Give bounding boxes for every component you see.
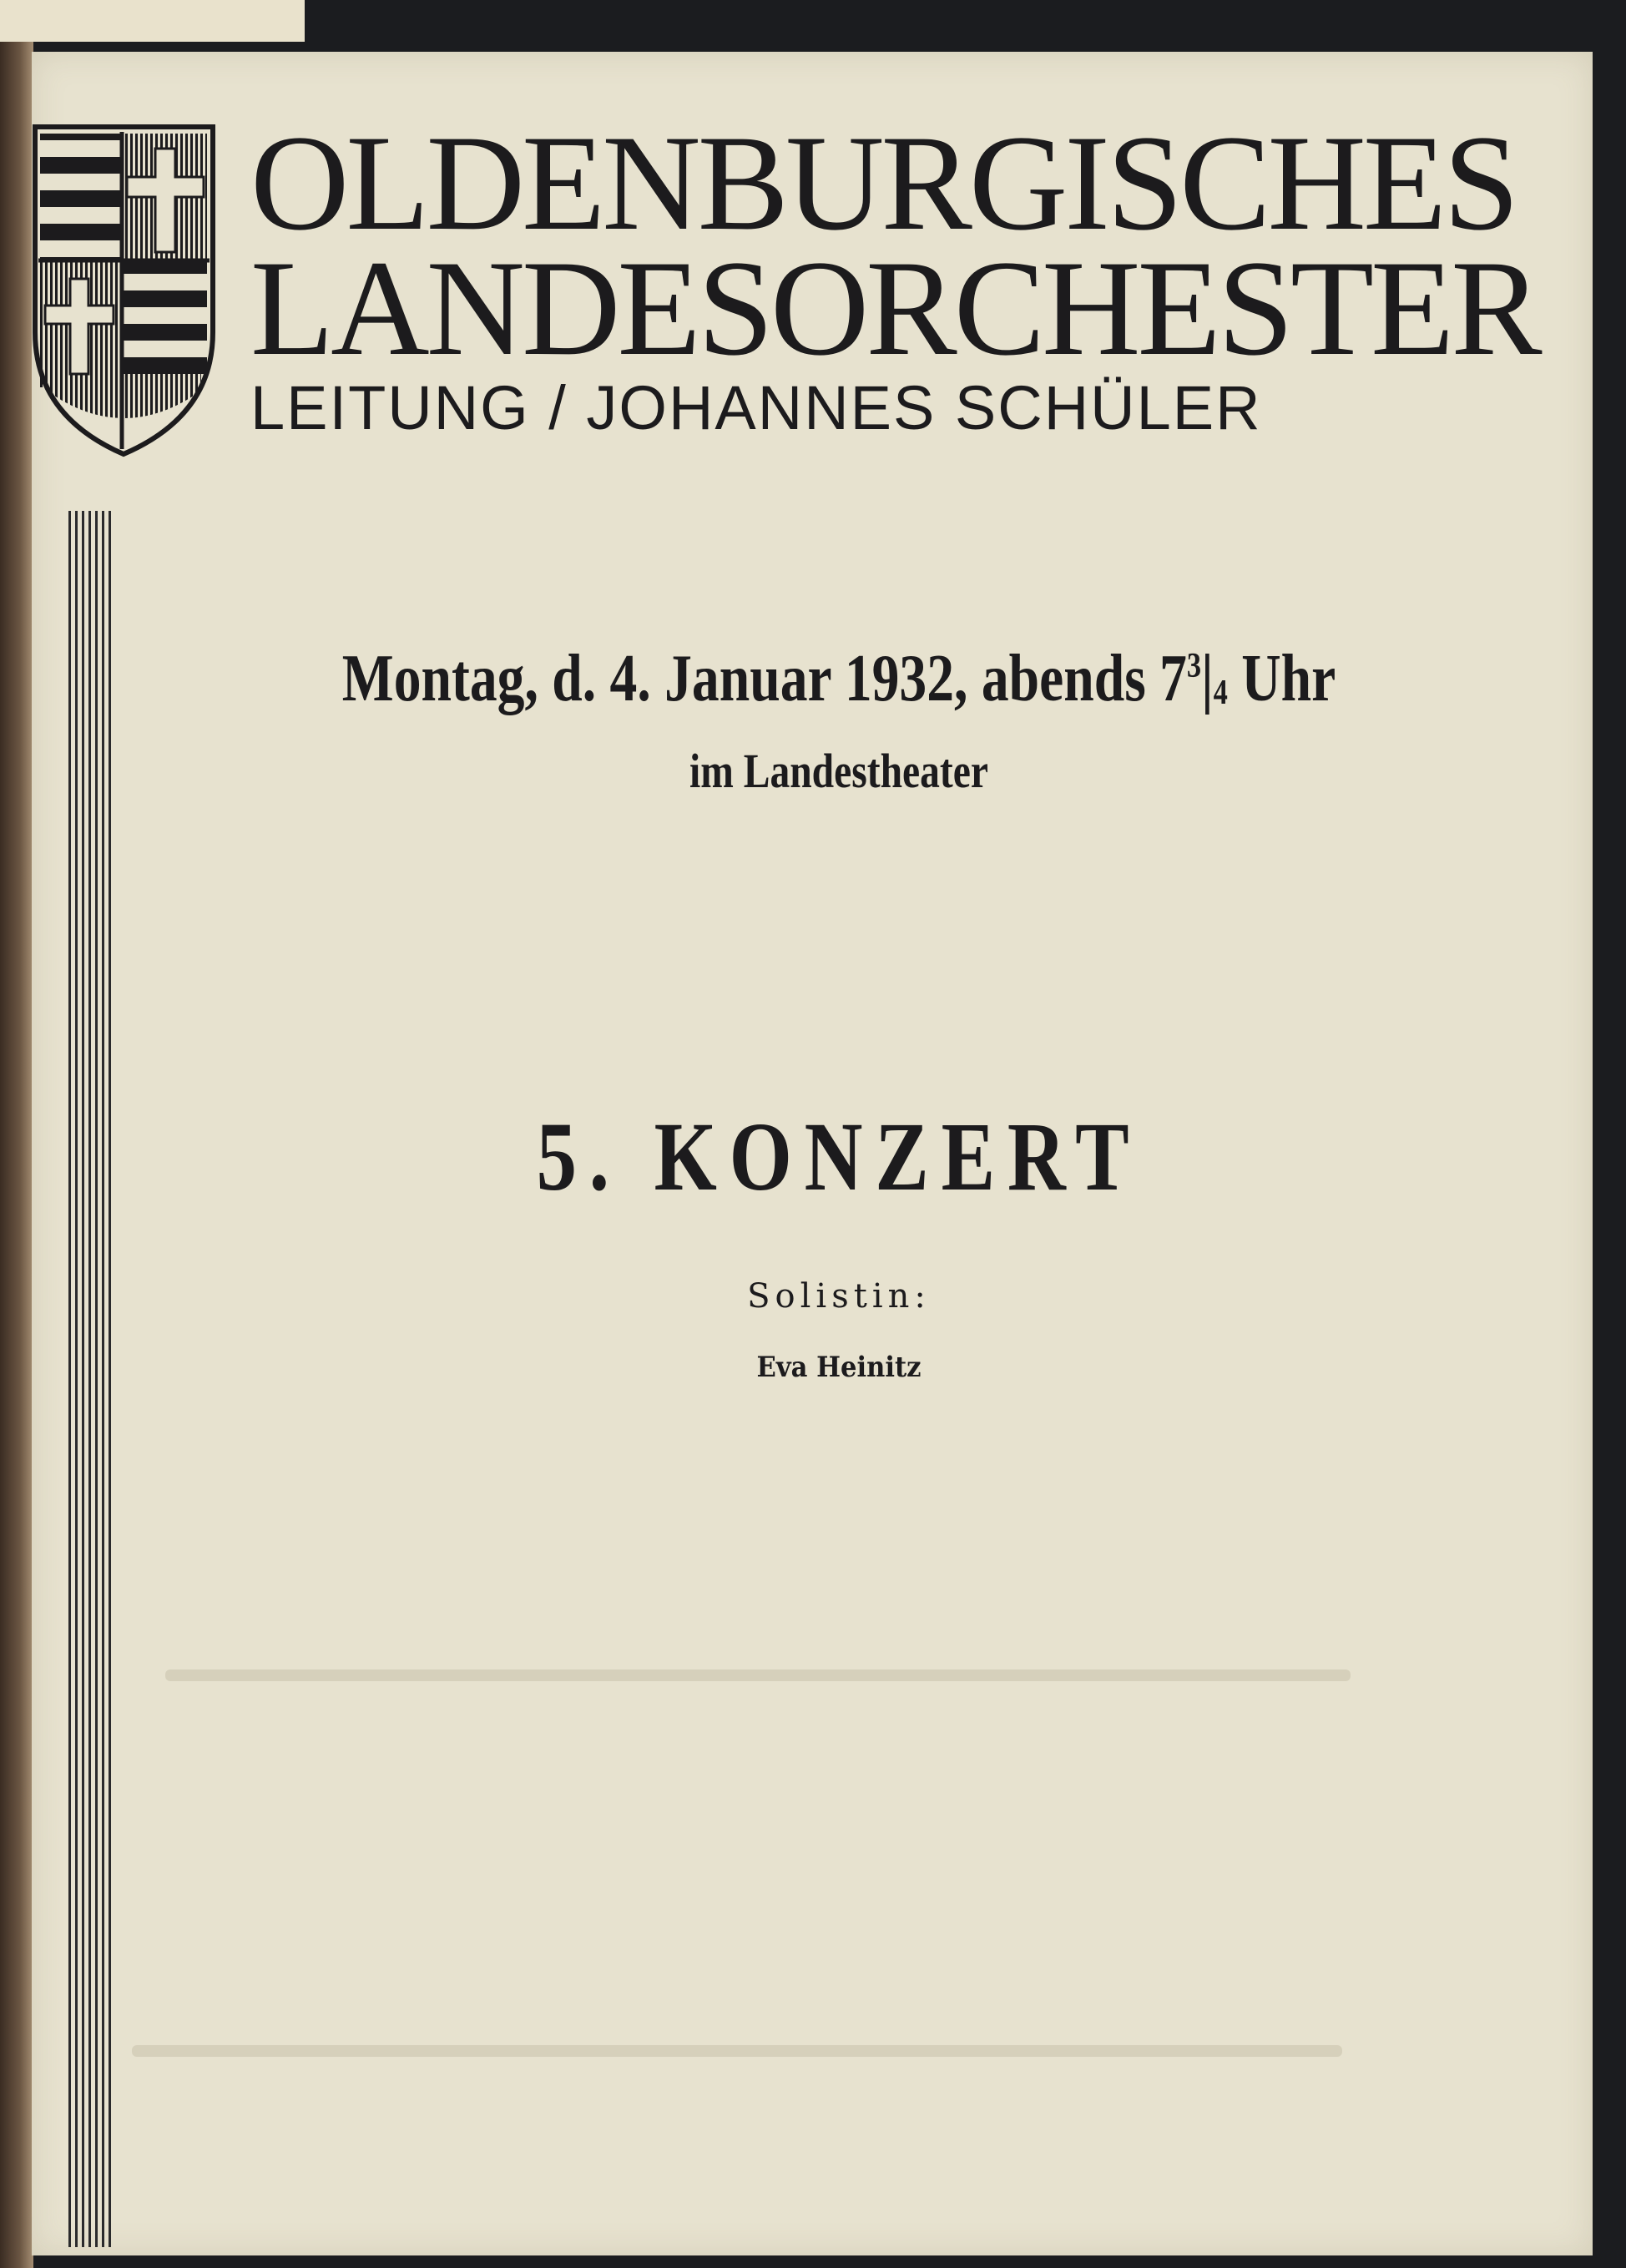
soloist-label: Solistin: [747, 1277, 931, 1316]
time-fraction-denominator: 4 [1213, 674, 1228, 712]
oldenburg-coat-of-arms-icon [30, 124, 218, 457]
orchestra-name-line2: LANDESORCHESTER [250, 233, 1539, 384]
vertical-rule [68, 511, 115, 2247]
concert-title: 5. KONZERT [536, 1102, 1142, 1211]
time-suffix: Uhr [1227, 642, 1336, 715]
orchestra-name-line1: OLDENBURGISCHES [250, 108, 1517, 259]
ghost-rule-top [165, 1669, 1351, 1681]
date-text: Montag, d. 4. Januar 1932, abends 7 [341, 642, 1187, 715]
paper-strip [0, 0, 305, 42]
soloist-name: Eva Heinitz [756, 1351, 922, 1384]
ghost-rule-bottom [132, 2045, 1342, 2057]
book-spine [0, 0, 33, 2268]
page-edge [1593, 52, 1626, 2255]
concert-date: Montag, d. 4. Januar 1932, abends $7^3|_4$ Uhr [341, 642, 1336, 715]
conductor-line: LEITUNG / JOHANNES SCHÜLER [250, 373, 1262, 442]
venue: im Landestheater [689, 744, 988, 798]
time-fraction-numerator: 3 [1186, 647, 1202, 685]
